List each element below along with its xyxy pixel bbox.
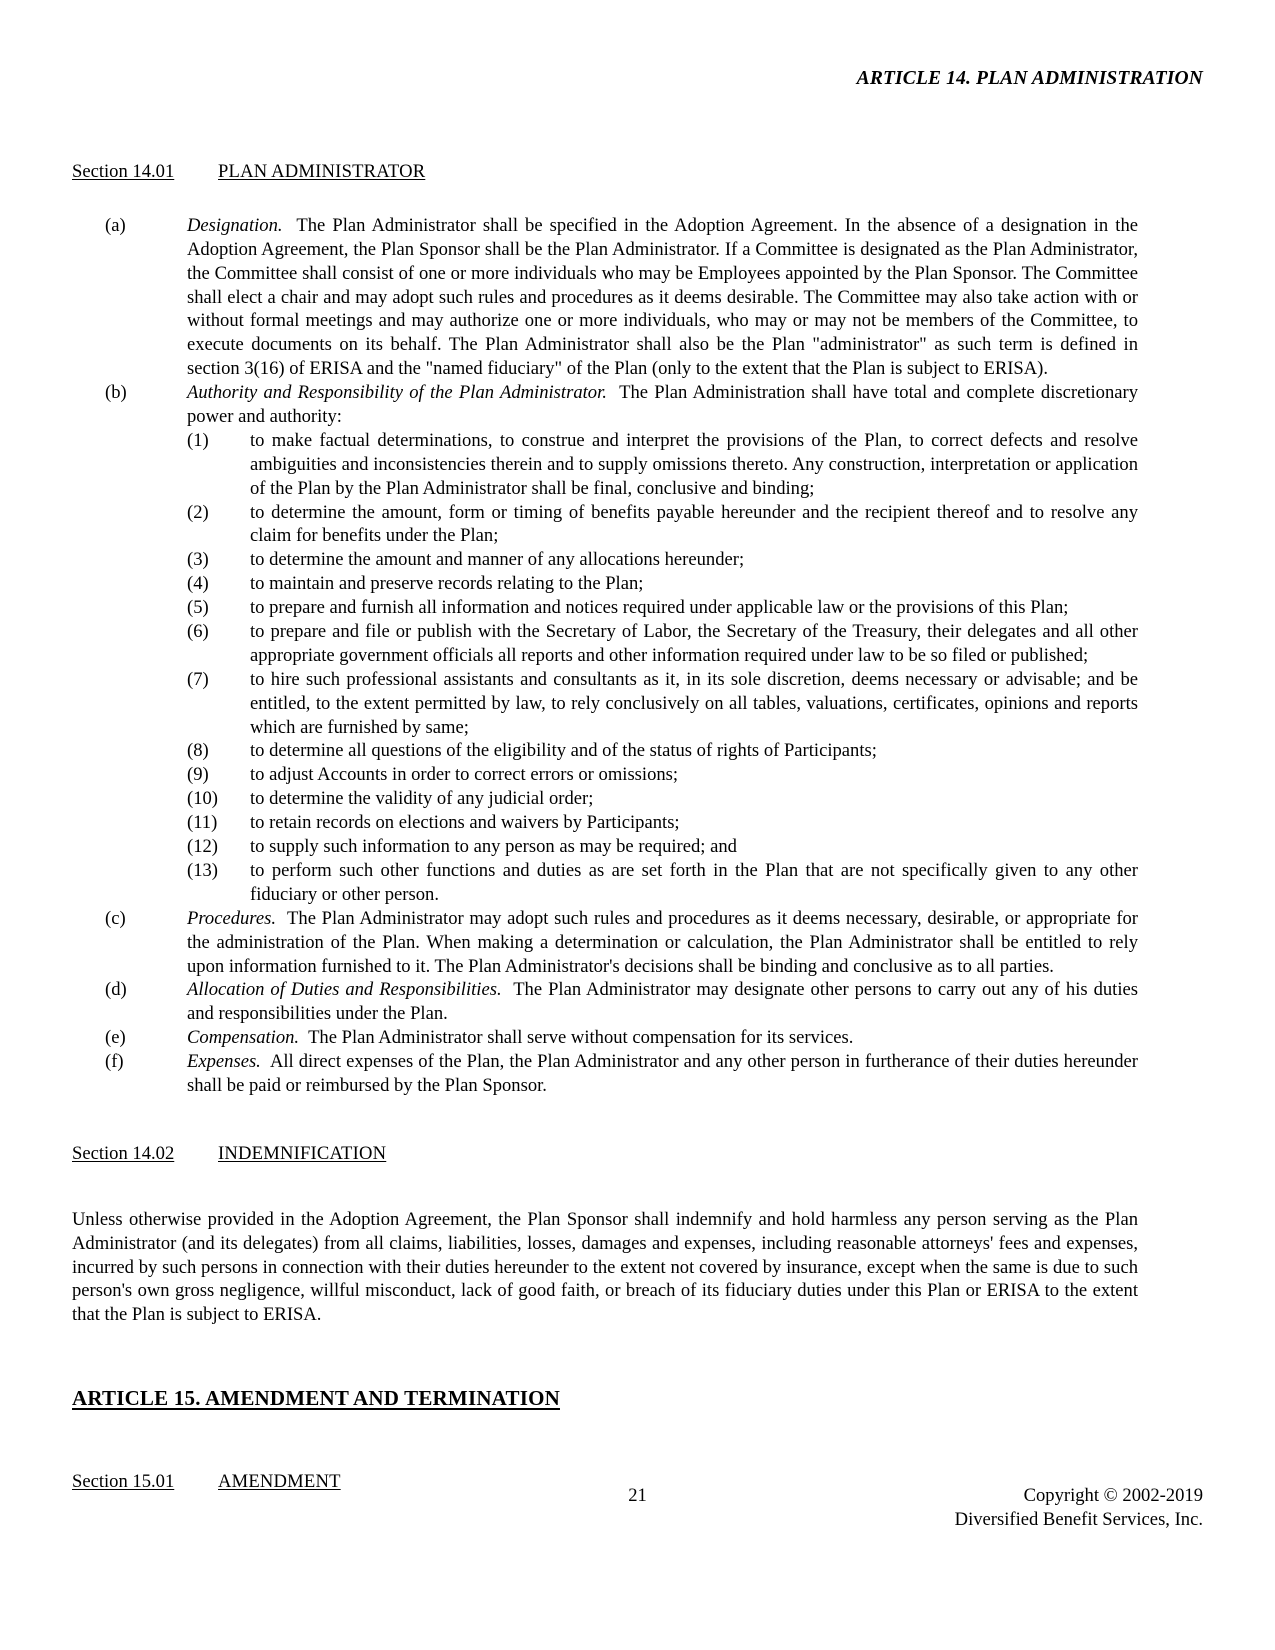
section-title: AMENDMENT [218, 1471, 341, 1493]
sublist-item [187, 668, 1138, 740]
sublist-item [187, 501, 1138, 549]
numbered-sublist [187, 429, 1138, 907]
sublist-text: to make factual determinations, to construe and interpret the provisions of the Plan, to correct defects and resolve ambiguities and inconsistencies therein and to supply omissions thereto. Any construction, interpretation or application of the Plan by the Plan Administrator shall be final, conclusive and binding; [250, 429, 1138, 499]
sublist-item [187, 763, 1138, 787]
article-heading-15-wrap [72, 1385, 1138, 1412]
sublist-text: to supply such information to any person as may be required; and [250, 836, 737, 858]
item-body: The Plan Administrator may designate other persons to carry out any of his duties and responsibilities under the Plan. [187, 979, 1139, 1025]
sublist-item [187, 787, 1138, 811]
sublist-marker: (12) [187, 836, 218, 858]
sublist-item [187, 572, 1138, 596]
document-body [72, 160, 1138, 1506]
sublist-item [187, 811, 1138, 835]
sublist-marker: (11) [187, 812, 218, 834]
item-body: The Plan Administration shall have total and complete discretionary power and authority: [187, 382, 1138, 428]
spacer [72, 196, 1138, 214]
list-marker: (d) [105, 979, 127, 1001]
sublist-text: to maintain and preserve records relating to the Plan; [250, 573, 644, 595]
section-number: Section 14.01 [72, 161, 175, 182]
item-lead-title: Compensation. [187, 1027, 300, 1049]
sublist-item [187, 429, 1138, 501]
list-marker: (c) [105, 907, 126, 929]
running-header-title: ARTICLE 14. PLAN ADMINISTRATION [856, 68, 1203, 89]
sublist-text: to determine the validity of any judicial order; [250, 788, 594, 810]
sublist-item [187, 739, 1138, 763]
section-title: INDEMNIFICATION [218, 1142, 387, 1164]
lettered-list [72, 214, 1138, 1098]
sublist-item [187, 859, 1138, 907]
sublist-marker: (9) [187, 764, 209, 786]
sublist-item [187, 596, 1138, 620]
article-heading-15: ARTICLE 15. AMENDMENT AND TERMINATION [72, 1386, 560, 1411]
sublist-item [187, 620, 1138, 668]
list-item-a [105, 214, 1138, 381]
list-item-b [105, 381, 1138, 907]
section-title: PLAN ADMINISTRATOR [218, 161, 426, 182]
list-item-f [105, 1050, 1138, 1098]
list-item-d [105, 978, 1138, 1026]
section-heading-14-01 [72, 160, 1138, 184]
sublist-text: to perform such other functions and duties as are set forth in the Plan that are not specifically given to any other fiduciary or other person. [250, 859, 1138, 905]
page-number: 21 [628, 1484, 647, 1506]
sublist-text: to adjust Accounts in order to correct errors or omissions; [250, 764, 679, 786]
sublist-text: to hire such professional assistants and consultants as it, in its sole discretion, deems necessary or advisable; and be entitled, to the extent permitted by law, to rely conclusively on all tables, valuations, certificates, opinions and reports which are furnished by same; [250, 668, 1138, 738]
sublist-marker: (6) [187, 621, 209, 643]
spacer [72, 1327, 1138, 1385]
sublist-text: to determine the amount and manner of any allocations hereunder; [250, 549, 745, 571]
sublist-marker: (7) [187, 668, 209, 690]
sublist-item [187, 548, 1138, 572]
section-heading-14-02 [72, 1142, 1138, 1166]
section-number: Section 14.02 [72, 1142, 175, 1164]
list-marker: (b) [105, 382, 127, 404]
sublist-marker: (2) [187, 501, 209, 523]
copyright-text: Copyright © 2002-2019 [1023, 1484, 1203, 1506]
sublist-item [187, 835, 1138, 859]
item-lead-title: Designation. [187, 214, 283, 236]
sublist-marker: (8) [187, 740, 209, 762]
sublist-text: to determine the amount, form or timing of benefits payable hereunder and the recipient thereof and to resolve any claim for benefits under the Plan; [250, 501, 1138, 547]
item-body: The Plan Administrator shall serve without compensation for its services. [308, 1027, 854, 1049]
list-marker: (a) [105, 214, 126, 236]
item-lead-title: Expenses. [187, 1051, 261, 1073]
item-body: The Plan Administrator shall be specified in the Adoption Agreement. In the absence of a designation in the Adoption Agreement, the Plan Sponsor shall be the Plan Administrator. If a Committee is designated as the Plan Administrator, the Committee shall consist of one or more individuals who may be Employees appointed by the Plan Sponsor. The Committee shall elect a chair and may adopt such rules and procedures as it deems desirable. The Committee may also take action with or without formal meetings and may authorize one or more individuals, who may or may not be members of the Committee, to execute documents on its behalf. The Plan Administrator shall also be the Plan "administrator" as such term is defined in section 3(16) of ERISA and the "named fiduciary" of the Plan (only to the extent that the Plan is subject to ERISA). [187, 214, 1138, 380]
sublist-marker: (4) [187, 573, 209, 595]
page-footer [72, 1484, 1203, 1532]
sublist-text: to retain records on elections and waivers by Participants; [250, 812, 680, 834]
sublist-marker: (1) [187, 429, 209, 451]
section-number: Section 15.01 [72, 1471, 175, 1493]
item-lead-title: Authority and Responsibility of the Plan Administrator. [187, 382, 607, 404]
indemnification-paragraph: Unless otherwise provided in the Adoption Agreement, the Plan Sponsor shall indemnify and hold harmless any person serving as the Plan Administrator (and its delegates) from all claims, liabilities, losses, damages and expenses, including reasonable attorneys' fees and expenses, incurred by such persons in connection with their duties hereunder to the extent not covered by insurance, except when the same is due to such person's own gross negligence, willful misconduct, lack of good faith, or breach of its fiduciary duties under this Plan or ERISA to the extent that the Plan is subject to ERISA. [72, 1208, 1138, 1326]
spacer [72, 1412, 1138, 1470]
item-lead-title: Allocation of Duties and Responsibilities. [187, 979, 502, 1001]
sublist-marker: (10) [187, 788, 218, 810]
list-item-c [105, 907, 1138, 979]
spacer [72, 1098, 1138, 1142]
sublist-marker: (5) [187, 597, 209, 619]
sublist-text: to prepare and file or publish with the Secretary of Labor, the Secretary of the Treasury, their delegates and all other appropriate government officials all reports and other information required under law to be so filed or published; [250, 621, 1138, 666]
footer-top-row [72, 1484, 1203, 1508]
list-marker: (e) [105, 1027, 126, 1049]
item-body: All direct expenses of the Plan, the Plan Administrator and any other person in furtherance of their duties hereunder shall be paid or reimbursed by the Plan Sponsor. [187, 1051, 1138, 1096]
company-name: Diversified Benefit Services, Inc. [954, 1508, 1203, 1530]
sublist-marker: (13) [187, 859, 218, 881]
sublist-text: to prepare and furnish all information and notices required under applicable law or the provisions of this Plan; [250, 597, 1069, 619]
item-body: The Plan Administrator may adopt such rules and procedures as it deems necessary, desirable, or appropriate for the administration of the Plan. When making a determination or calculation, the Plan Administrator shall be entitled to rely upon information furnished to it. The Plan Administrator's decisions shall be binding and conclusive as to all parties. [187, 907, 1138, 977]
list-marker: (f) [105, 1051, 124, 1073]
sublist-text: to determine all questions of the eligibility and of the status of rights of Participants; [250, 740, 877, 762]
list-item-e [105, 1026, 1138, 1050]
item-lead-title: Procedures. [187, 907, 276, 929]
spacer [72, 1178, 1138, 1208]
sublist-marker: (3) [187, 549, 209, 571]
